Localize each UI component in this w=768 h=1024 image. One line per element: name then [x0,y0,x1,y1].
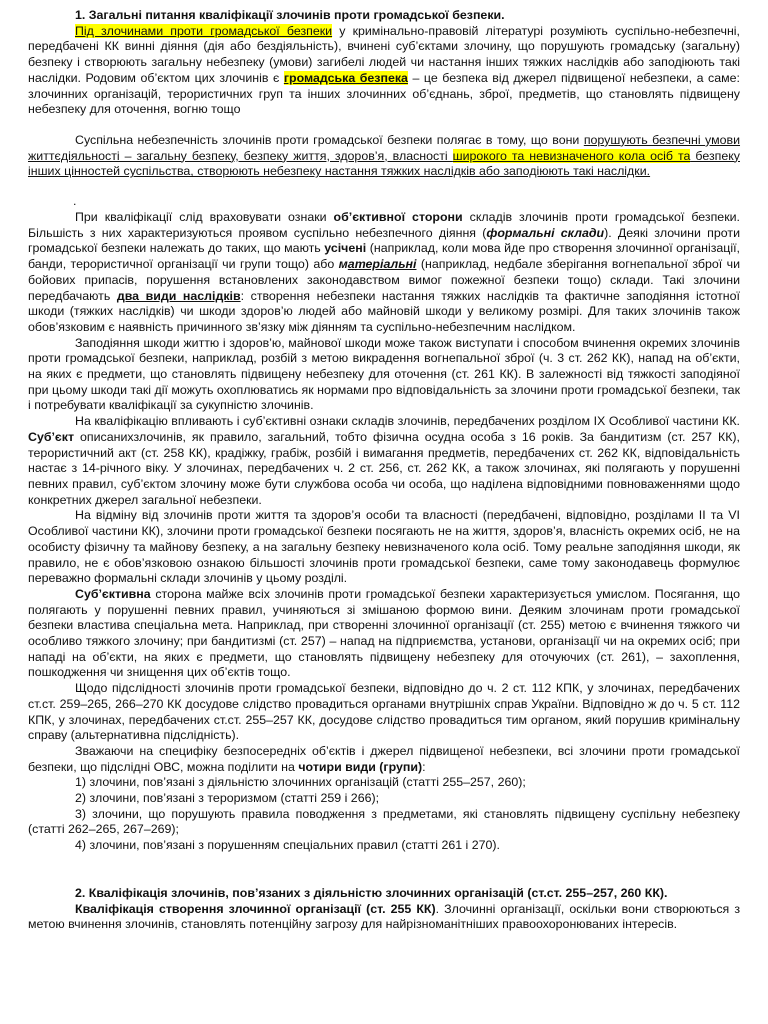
paragraph-text: Суспільна небезпечність злочинів проти громадської безпеки полягає в тому, що вони [75,132,584,147]
paragraph-text: При кваліфікації слід враховувати ознаки [75,210,334,225]
paragraph-text: : створення небезпеки настання тяжких наслідків та фактичне заподіяння істотної шкоди (тяжких наслідків) чи шкоди здоров’ю людей або майновій шкоди у великому розмірі. Для таких злочинів також обов’язковим є наявність причинного зв’язку між діянням та суспільно-небезпечним наслідком. [28,288,740,334]
underlined-text: порушують безпечні умови життєдіяльності – загальну безпеку, безпеку життя, здоров’я, власності [28,132,741,163]
paragraph-distinction: На відміну від злочинів проти життя та здоров’я особи та власності (передбачені, відповідно, розділами II та VI Особливої частини КК), злочини проти громадської безпеки посягають не на життя, здоров’я, власність окремих осіб, не на особисту фізичну та майнову безпеку, а на загальну безпеку невизначеного кола осіб. Тому реальне заподіяння шкоди, як правило, не є обов’язковою ознакою більшості злочинів проти громадської безпеки, саме тому законодавець формулює переважно формальні склади злочинів у цьому розділі. [28,508,740,586]
highlighted-term: Під злочинами проти громадської безпеки [75,23,333,38]
highlighted-text: широкого та невизначеного кола осіб та [452,148,691,163]
list-item: 2) злочини, пов’язані з тероризмом (статті 259 і 266); [75,791,380,806]
paragraph-text: . Злочинні організації, оскільки вони створюються з метою вчинення злочинів, становлять потенційну загрозу для найрізноманітніших правоохоронюваних інтересів. [28,901,741,932]
bold-underlined-term: два види наслідків [116,288,241,303]
paragraph-text: Зважаючи на специфіку безпосередніх об’єктів і джерел підвищеної небезпеки, всі злочини проти громадської безпеки, що підслідні ОВС, можна поділити на [28,743,740,774]
section-1-title: 1. Загальні питання кваліфікації злочинів проти громадської безпеки. [75,8,505,22]
stray-dot: . [73,194,77,209]
spacer [28,180,740,194]
paragraph-groups [28,744,740,775]
paragraph-text: у кримінально-правовій літературі розуміють суспільно-небезпечні, передбачені КК винні діяння (дія або бездіяльність), вчинені суб’єктами злочину, що порушують громадську (загальну) безпеку і створюють загальну небезпеку (умови) загибелі людей чи настання інших тяжких наслідків або заподіюють такі наслідки. Родовим об’єктом цих злочинів є [28,23,740,85]
spacer [28,854,740,886]
list-item: 3) злочини, що порушують правила поводження з предметами, які становлять підвищену суспільну небезпеку (статті 262–265, 267–269); [28,806,740,837]
paragraph-text: сторона майже всіх злочинів проти громадської безпеки характеризується умислом. Посягання, що полягають у порушенні певних правил, учиняються зі змішаною формою вини. Деяким злочинам проти громадської безпеки властива спеціальна мета. Наприклад, при створенні злочинної організації (ст. 255) метою є вчинення тяжкого чи особливо тяжкого злочину; при бандитизмі (ст. 257) – напад на підприємства, установи, організації чи на окремих осіб; при нападі на об’єкти, на яких є предмети, що становлять підвищену небезпеку для оточуючих (ст. 261), – захоплення, пошкодження чи знищення цих об’єктів тощо. [28,586,740,680]
paragraph-text: складів злочинів проти громадської безпеки. Більшість з них характеризуються проявом суспільно небезпечного діяння ( [28,210,740,240]
bold-term: Суб’єкт [28,429,75,444]
bold-italic-underlined-term: атеріальні [347,257,417,272]
spacer [28,118,740,133]
bold-term: Суб’єктивна [75,586,151,601]
paragraph-text: На кваліфікацію впливають і суб’єктивні ознаки складів злочинів, передбачених розділом IX Особливої частини КК. [75,414,740,429]
section-2-title: 2. Кваліфікація злочинів, пов’язаних з діяльністю злочинних організацій (ст.ст. 255–257, 260 КК). [75,885,668,900]
document-page [28,8,740,933]
paragraph-text: (наприклад, недбале зберігання вогнепальної зброї чи бойових припасів, порушення встановлених законодавством вимог пожежної безпеки тощо) склади. Такі злочини передбачають [28,257,740,303]
underlined-text: безпеку інших цінностей суспільства, створюють небезпеку настання тяжких наслідків або заподіюють такі наслідки. [28,148,740,179]
paragraph-objective-side [28,210,740,336]
highlighted-object: громадська безпека [283,70,408,85]
paragraph-text: описанихзлочинів, як правило, загальний, тобто фізична осудна особа з 16 років. За бандитизм (ст. 257 КК), терористичний акт (ст. 258 КК), крадіжку, грабіж, розбій і вимагання предметів, передбачених ст. 262 КК, відповідальність настає з 14-річного віку. У злочинах, передбачених ч. 2 ст. 256, ст. 262 КК, а також злочинах, які полягають у порушенні певних правил, суб’єктом злочину може бути службова особа чи особа, що наділена відповідними повноваженнями щодо конкретних джерел загальної небезпеки. [28,429,740,507]
bold-italic-term: формальні склади [486,225,605,240]
bold-term: об’єктивної сторони [333,210,463,225]
paragraph-text: (наприклад, коли мова йде про створення злочинної організації, банди, терористичної організації чи групи тощо) або [28,241,740,272]
bold-term: чотири види (групи) [298,759,423,774]
paragraph-danger [28,133,740,180]
paragraph-text: – це безпека від джерел підвищеної небезпеки, а саме: злочинних організацій, терористичних груп та інших злочинних об’єднань, зброї, предметів, що становлять підвищену небезпеку для оточення, вогню тощо [28,70,740,117]
paragraph-definition [28,24,740,118]
paragraph-criminal-org [28,902,740,933]
paragraph-subjective-side [28,587,740,681]
list-item: 4) злочини, пов’язані з порушенням спеціальних правил (статті 261 і 270). [75,838,500,853]
list-item: 1) злочини, пов’язані з діяльністю злочинних організацій (статті 255–257, 260); [75,775,526,790]
paragraph-text: : [422,759,426,774]
bold-italic-term: м [338,257,348,272]
bold-term: Кваліфікація створення злочинної організації (ст. 255 КК) [75,901,436,916]
paragraph-subject [28,414,740,508]
bold-term: усічені [324,241,367,256]
paragraph-jurisdiction: Щодо підслідності злочинів проти громадської безпеки, відповідно до ч. 2 ст. 112 КПК, у злочинах, передбачених ст.ст. 259–265, 266–270 КК досудове слідство провадиться органами внутрішніх справ України. Відповідно ж до ч. 5 ст. 112 КПК, у злочинах, передбачених ст.ст. 255–257 КК, досудове слідство провадиться тим органом, який порушив кримінальну справу (альтернативна підслідність). [28,681,740,743]
paragraph-harm: Заподіяння шкоди життю і здоров’ю, майнової шкоди може також виступати і способом вчинення окремих злочинів проти громадської безпеки, наприклад, розбій з метою викрадення вогнепальної зброї (ч. 3 ст. 262 КК), напад на об’єкти, на яких є предмети, що становлять підвищену небезпеку для оточення (ст. 261 КК). В залежності від тяжкості заподіяної при цьому шкоди такі дії можуть охоплюватись як нормами про відповідальність за злочини проти громадської безпеки, так і потребувати кваліфікації за сукупністю злочинів. [28,335,740,413]
paragraph-text: ). Деякі злочини проти громадської безпеки належать до таких, що мають [28,225,740,256]
